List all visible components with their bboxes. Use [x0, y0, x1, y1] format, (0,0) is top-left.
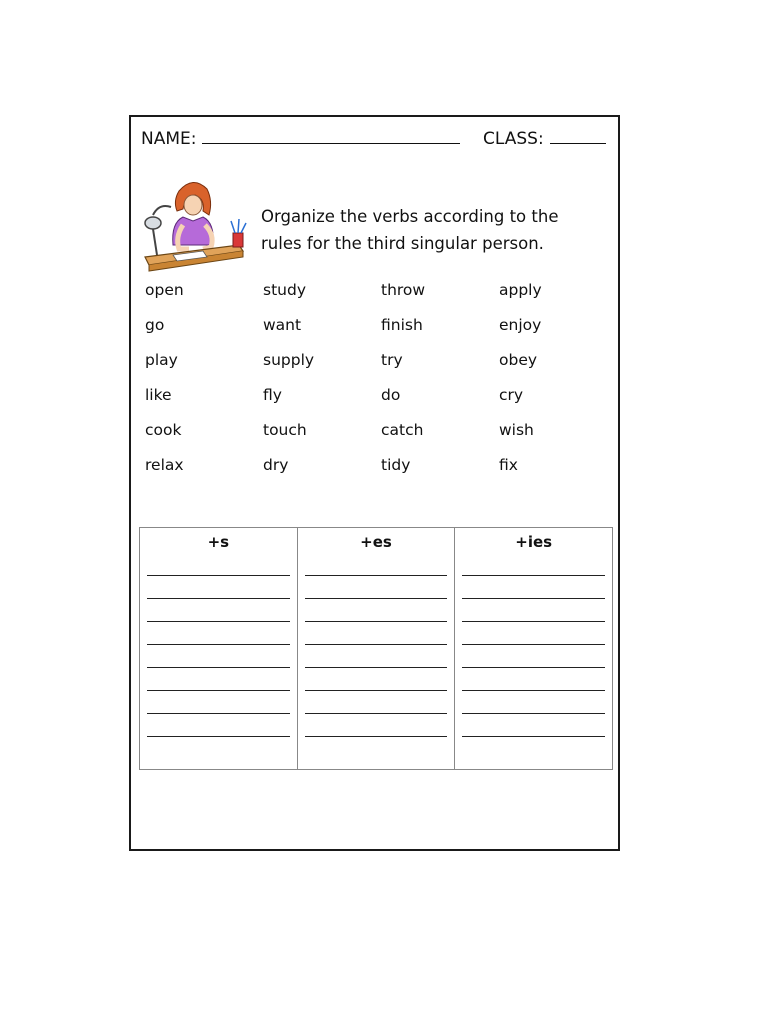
- verb-word: fly: [263, 386, 282, 404]
- answer-column: [297, 528, 455, 770]
- class-field: [483, 129, 606, 149]
- answer-blank-line[interactable]: [305, 576, 448, 599]
- verb-list: [145, 281, 615, 491]
- verb-row: [145, 281, 615, 316]
- answer-blank-line[interactable]: [147, 668, 290, 691]
- verb-word: like: [145, 386, 172, 404]
- verb-row: [145, 456, 615, 491]
- answer-blank-line[interactable]: [305, 691, 448, 714]
- verb-word: enjoy: [499, 316, 542, 334]
- verb-row: [145, 316, 615, 351]
- verb-word: relax: [145, 456, 184, 474]
- verb-row: [145, 421, 615, 456]
- verb-word: do: [381, 386, 401, 404]
- verb-word: cook: [145, 421, 182, 439]
- class-label: CLASS:: [483, 129, 544, 149]
- instruction-line-2: rules for the third singular person.: [261, 234, 544, 253]
- answer-blank-line[interactable]: [305, 714, 448, 737]
- answer-blank-line[interactable]: [462, 622, 605, 645]
- answer-blank-line[interactable]: [147, 576, 290, 599]
- worksheet: [129, 115, 620, 851]
- answer-blank-line[interactable]: [147, 645, 290, 668]
- verb-word: play: [145, 351, 178, 369]
- column-header: +es: [360, 533, 392, 551]
- verb-word: throw: [381, 281, 426, 299]
- answer-blank-line[interactable]: [462, 645, 605, 668]
- answer-blank-line[interactable]: [462, 691, 605, 714]
- verb-word: apply: [499, 281, 542, 299]
- verb-word: tidy: [381, 456, 411, 474]
- answer-blank-line[interactable]: [462, 576, 605, 599]
- answer-blank-line[interactable]: [147, 714, 290, 737]
- answer-column: [140, 528, 298, 770]
- answer-blank-line[interactable]: [305, 553, 448, 576]
- name-field: [141, 129, 460, 149]
- answer-blank-line[interactable]: [305, 599, 448, 622]
- verb-word: open: [145, 281, 184, 299]
- verb-word: study: [263, 281, 306, 299]
- name-blank-line[interactable]: [202, 129, 460, 144]
- answer-table: [139, 527, 613, 770]
- answer-blank-line[interactable]: [147, 622, 290, 645]
- verb-word: want: [263, 316, 302, 334]
- verb-word: supply: [263, 351, 315, 369]
- answer-column: [455, 528, 613, 770]
- answer-blank-line[interactable]: [305, 668, 448, 691]
- instruction-line-1: Organize the verbs according to the: [261, 207, 559, 226]
- answer-blank-line[interactable]: [305, 622, 448, 645]
- student-writing-illustration: [143, 175, 253, 275]
- answer-blank-line[interactable]: [147, 553, 290, 576]
- verb-word: fix: [499, 456, 518, 474]
- verb-word: obey: [499, 351, 538, 369]
- answer-blank-line[interactable]: [462, 714, 605, 737]
- verb-word: try: [381, 351, 403, 369]
- verb-word: dry: [263, 456, 289, 474]
- name-label: NAME:: [141, 129, 197, 149]
- answer-blank-line[interactable]: [462, 553, 605, 576]
- verb-word: wish: [499, 421, 534, 439]
- answer-blank-line[interactable]: [147, 691, 290, 714]
- answer-blank-line[interactable]: [462, 668, 605, 691]
- verb-row: [145, 386, 615, 421]
- verb-word: cry: [499, 386, 524, 404]
- column-header: +s: [207, 533, 230, 551]
- column-header: +ies: [515, 533, 553, 551]
- class-blank-line[interactable]: [550, 129, 606, 144]
- verb-word: catch: [381, 421, 424, 439]
- answer-blank-line[interactable]: [147, 599, 290, 622]
- verb-word: go: [145, 316, 165, 334]
- verb-word: finish: [381, 316, 423, 334]
- verb-row: [145, 351, 615, 386]
- answer-blank-line[interactable]: [305, 645, 448, 668]
- verb-word: touch: [263, 421, 307, 439]
- answer-blank-line[interactable]: [462, 599, 605, 622]
- instruction-text: [261, 203, 601, 257]
